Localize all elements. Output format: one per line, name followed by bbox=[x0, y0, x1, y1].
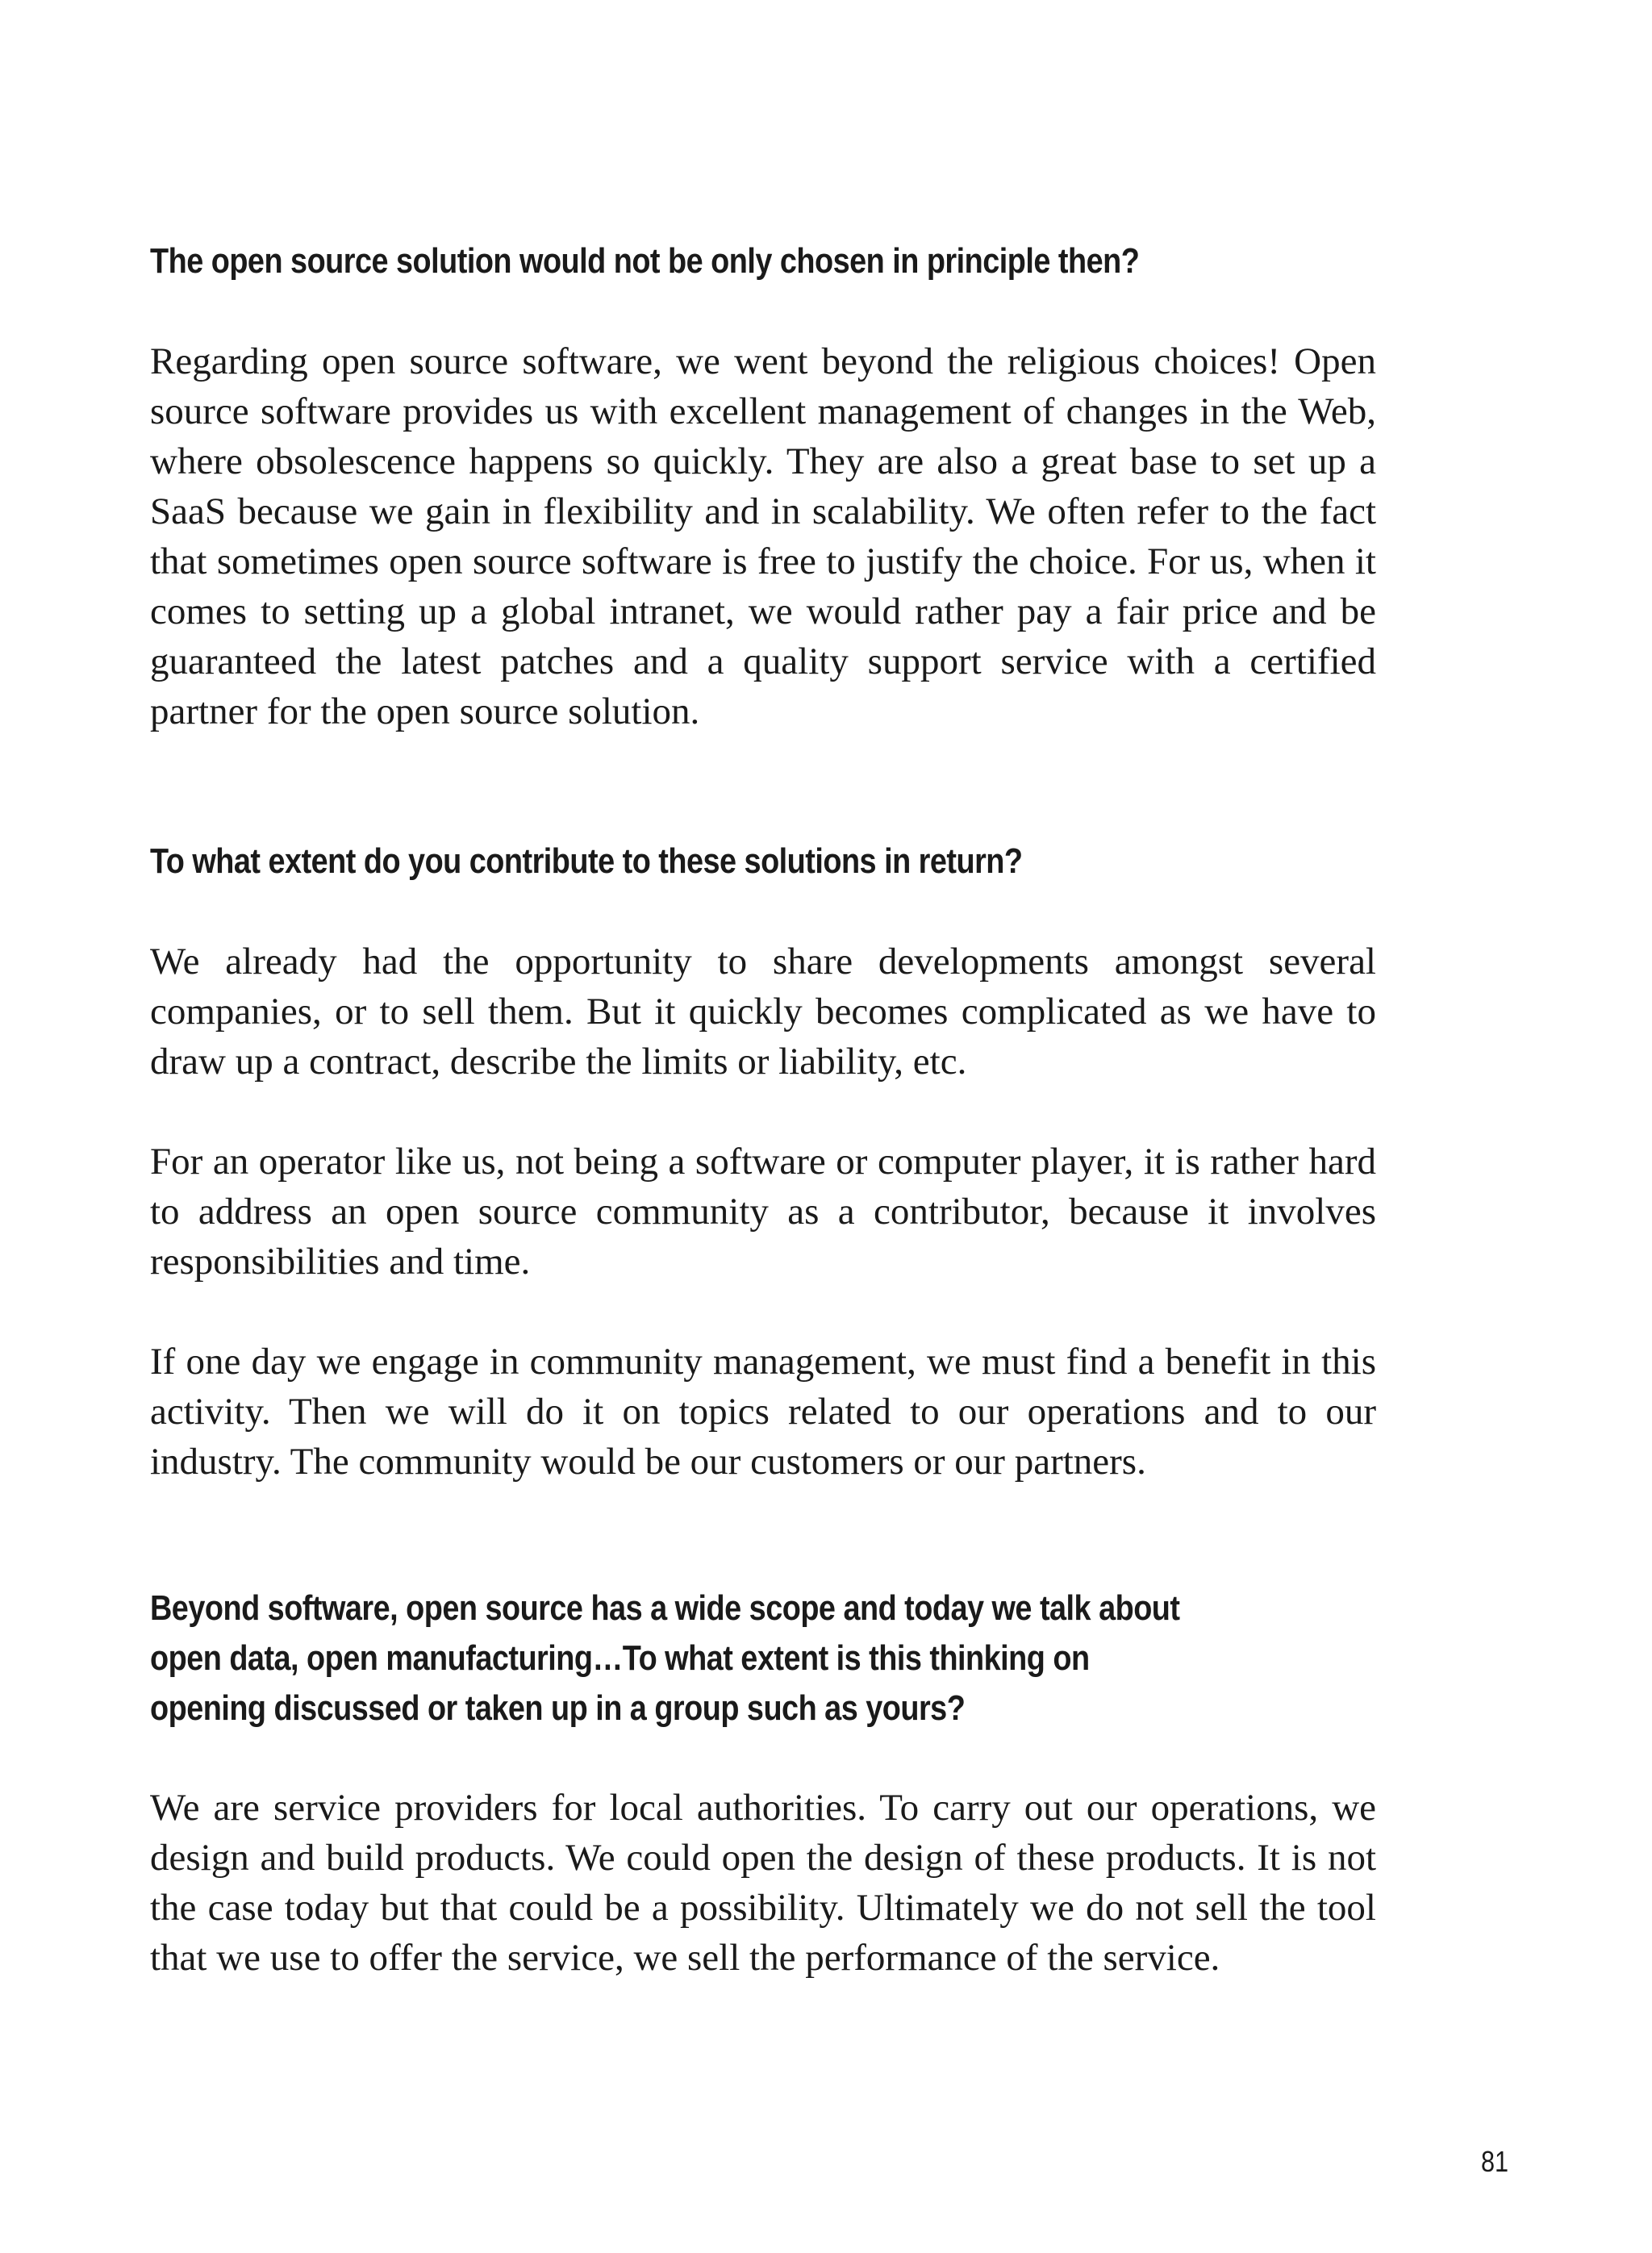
section-heading-open-data: Beyond software, open source has a wide scope and today we talk about open data, open manufacturing…To what extent is this thinking on opening discussed or taken up in a group such as yours? bbox=[150, 1588, 1180, 1728]
paragraph-community-management: If one day we engage in community management, we must find a benefit in this activity. Then we will do it on topics related to our operations and to our industry. The community would be our customers or our partners. bbox=[150, 1341, 1376, 1483]
paragraph-open-source-choices: Regarding open source software, we went beyond the religious choices! Open source software provides us with excellent management of changes in the Web, where obsolescence happens so quickly. They are also a great base to set up a SaaS because we gain in flexibility and in scalability. We often refer to the fact that sometimes open source software is free to justify the choice. For us, when it comes to setting up a global intranet, we would rather pay a fair price and be guaranteed the latest patches and a quality support service with a certified partner for the open source solution. bbox=[150, 340, 1376, 732]
paragraph-sharing-developments: We already had the opportunity to share developments amongst several companies, or to sell them. But it quickly becomes complicated as we have to draw up a contract, describe the limits or liability, etc. bbox=[150, 941, 1376, 1083]
paragraph-service-providers: We are service providers for local authorities. To carry out our operations, we design and build products. We could open the design of these products. It is not the case today but that could be a possibility. Ultimately we do not sell the tool that we use to offer the service, we sell the performance of the service. bbox=[150, 1787, 1376, 1979]
page-number: 81 bbox=[1480, 2145, 1508, 2178]
section-heading-contribution: To what extent do you contribute to these solutions in return? bbox=[150, 841, 1023, 881]
section-heading-open-source-principle: The open source solution would not be only chosen in principle then? bbox=[150, 241, 1140, 281]
paragraph-operator-contributor: For an operator like us, not being a software or computer player, it is rather hard to address an open source community as a contributor, because it involves responsibilities and time. bbox=[150, 1141, 1376, 1283]
